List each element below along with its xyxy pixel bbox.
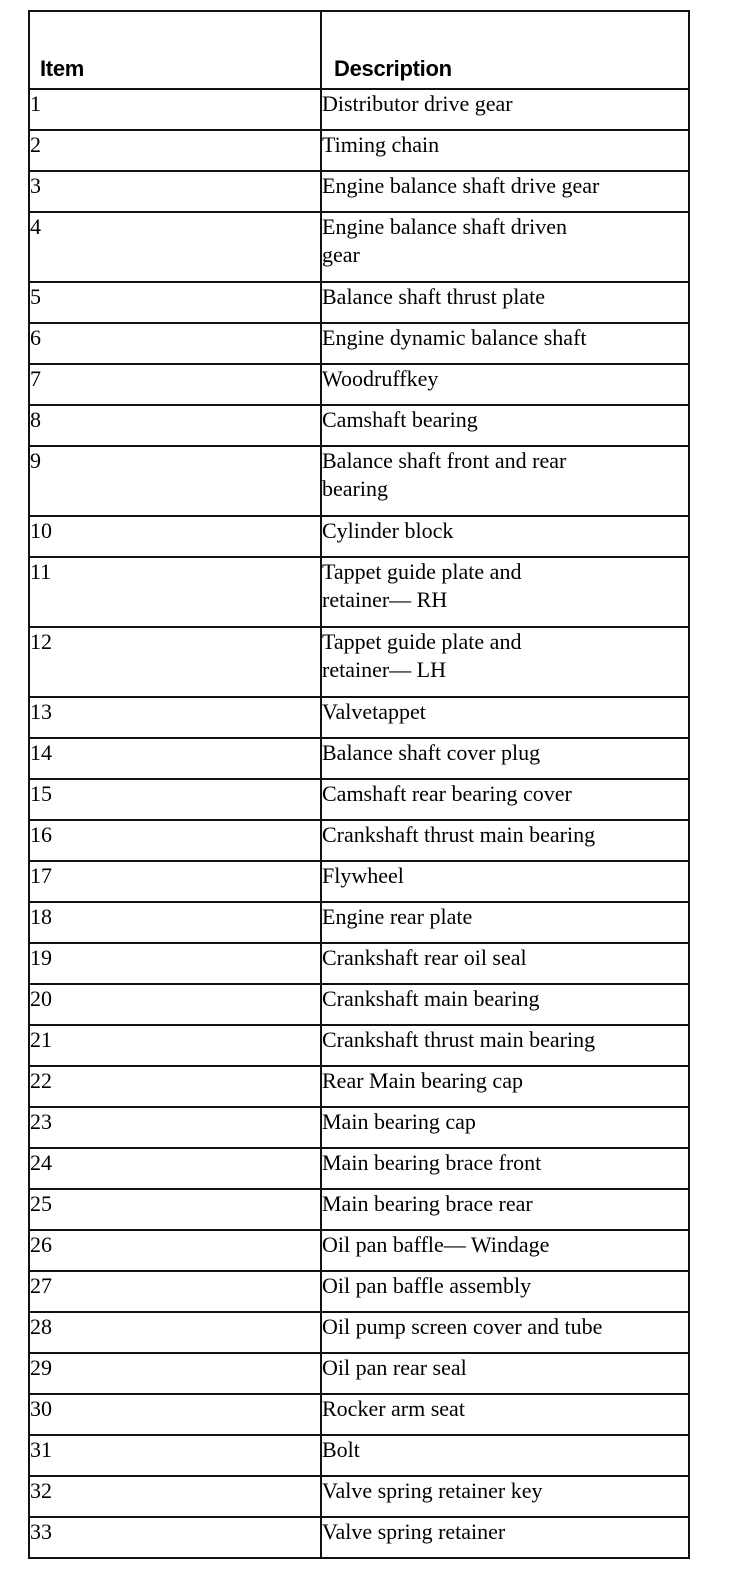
item-number-cell: 21 (29, 1025, 321, 1066)
description-cell (321, 1230, 689, 1271)
description-line: Tappet guide plate and (322, 559, 522, 584)
description-cell (321, 516, 689, 557)
table-row (29, 171, 689, 212)
description-cell (321, 697, 689, 738)
description-cell (321, 171, 689, 212)
parts-table-sheet (28, 10, 688, 1560)
table-row (29, 697, 689, 738)
description-line: Woodruffkey (322, 366, 439, 391)
description-line: Balance shaft thrust plate (322, 284, 545, 309)
table-row (29, 943, 689, 984)
item-number-cell: 16 (29, 820, 321, 861)
description-cell (321, 984, 689, 1025)
item-number-cell: 6 (29, 323, 321, 364)
description-cell (321, 1025, 689, 1066)
table-row (29, 902, 689, 943)
description-line: Oil pan rear seal (322, 1355, 467, 1380)
table-row (29, 446, 689, 516)
description-cell (321, 1189, 689, 1230)
description-cell (321, 738, 689, 779)
description-line: Balance shaft front and rear (322, 448, 567, 473)
table-row (29, 1148, 689, 1189)
description-cell (321, 1148, 689, 1189)
description-line: Bolt (322, 1437, 360, 1462)
table-row (29, 1517, 689, 1558)
description-line: Camshaft rear bearing cover (322, 781, 572, 806)
table-row (29, 405, 689, 446)
item-number-cell: 27 (29, 1271, 321, 1312)
table-row (29, 627, 689, 697)
description-cell (321, 820, 689, 861)
table-row (29, 212, 689, 282)
description-line: Valve spring retainer key (322, 1478, 543, 1503)
description-cell (321, 212, 689, 282)
item-number-cell: 19 (29, 943, 321, 984)
item-number-cell: 3 (29, 171, 321, 212)
description-line: Rear Main bearing cap (322, 1068, 523, 1093)
table-row (29, 323, 689, 364)
description-cell (321, 779, 689, 820)
description-line: Main bearing brace rear (322, 1191, 533, 1216)
table-row (29, 364, 689, 405)
description-cell (321, 89, 689, 130)
description-cell (321, 130, 689, 171)
description-line: Oil pan baffle assembly (322, 1273, 532, 1298)
description-line: Oil pan baffle— Windage (322, 1232, 550, 1257)
description-line: Flywheel (322, 863, 404, 888)
table-header (29, 11, 689, 89)
description-line: Main bearing cap (322, 1109, 476, 1134)
table-row (29, 1025, 689, 1066)
description-line: Engine balance shaft driven (322, 214, 567, 239)
table-row (29, 1230, 689, 1271)
description-cell (321, 1394, 689, 1435)
item-number-cell: 7 (29, 364, 321, 405)
table-row (29, 738, 689, 779)
description-cell (321, 1517, 689, 1558)
description-line: Engine dynamic balance shaft (322, 325, 587, 350)
description-cell (321, 282, 689, 323)
table-row (29, 282, 689, 323)
description-line: Valvetappet (322, 699, 426, 724)
description-cell (321, 861, 689, 902)
item-number-cell: 30 (29, 1394, 321, 1435)
table-row (29, 557, 689, 627)
table-row (29, 130, 689, 171)
description-line: Engine rear plate (322, 904, 473, 929)
item-number-cell: 22 (29, 1066, 321, 1107)
item-number-cell: 13 (29, 697, 321, 738)
table-row (29, 1107, 689, 1148)
item-number-cell: 23 (29, 1107, 321, 1148)
table-row (29, 89, 689, 130)
table-row (29, 984, 689, 1025)
table-row (29, 1066, 689, 1107)
table-row (29, 1476, 689, 1517)
item-number-cell: 32 (29, 1476, 321, 1517)
description-line: Rocker arm seat (322, 1396, 465, 1421)
description-line: Valve spring retainer (322, 1519, 506, 1544)
table-row (29, 516, 689, 557)
parts-table (28, 10, 690, 1559)
item-number-cell: 15 (29, 779, 321, 820)
description-line: Main bearing brace front (322, 1150, 542, 1175)
item-number-cell: 9 (29, 446, 321, 516)
item-number-cell: 33 (29, 1517, 321, 1558)
description-cell (321, 323, 689, 364)
item-number-cell: 31 (29, 1435, 321, 1476)
header-row (29, 11, 689, 89)
description-cell (321, 1271, 689, 1312)
item-number-cell: 17 (29, 861, 321, 902)
description-line: Engine balance shaft drive gear (322, 173, 600, 198)
item-number-cell: 5 (29, 282, 321, 323)
table-row (29, 1189, 689, 1230)
description-line: retainer— RH (322, 587, 448, 612)
item-number-cell: 18 (29, 902, 321, 943)
description-cell (321, 627, 689, 697)
description-cell (321, 902, 689, 943)
table-row (29, 779, 689, 820)
table-row (29, 1312, 689, 1353)
description-line: gear (322, 242, 360, 267)
description-line: Balance shaft cover plug (322, 740, 541, 765)
item-number-cell: 4 (29, 212, 321, 282)
item-column-header: Item (29, 11, 321, 89)
table-body (29, 89, 689, 1558)
description-line: Camshaft bearing (322, 407, 478, 432)
description-line: Crankshaft thrust main bearing (322, 822, 596, 847)
table-row (29, 820, 689, 861)
description-line: Distributor drive gear (322, 91, 513, 116)
description-line: retainer— LH (322, 657, 446, 682)
description-cell (321, 1435, 689, 1476)
table-row (29, 1435, 689, 1476)
description-cell (321, 557, 689, 627)
description-line: Oil pump screen cover and tube (322, 1314, 603, 1339)
description-line: Crankshaft rear oil seal (322, 945, 527, 970)
item-number-cell: 25 (29, 1189, 321, 1230)
description-cell (321, 1476, 689, 1517)
item-number-cell: 8 (29, 405, 321, 446)
description-column-header: Description (321, 11, 689, 89)
item-number-cell: 28 (29, 1312, 321, 1353)
description-cell (321, 943, 689, 984)
description-cell (321, 405, 689, 446)
item-number-cell: 10 (29, 516, 321, 557)
description-line: Tappet guide plate and (322, 629, 522, 654)
description-line: Crankshaft main bearing (322, 986, 540, 1011)
description-cell (321, 1353, 689, 1394)
description-cell (321, 446, 689, 516)
item-number-cell: 26 (29, 1230, 321, 1271)
item-number-cell: 20 (29, 984, 321, 1025)
table-row (29, 1271, 689, 1312)
item-number-cell: 12 (29, 627, 321, 697)
item-number-cell: 11 (29, 557, 321, 627)
item-number-cell: 1 (29, 89, 321, 130)
description-line: Cylinder block (322, 518, 454, 543)
table-row (29, 861, 689, 902)
table-row (29, 1394, 689, 1435)
item-number-cell: 2 (29, 130, 321, 171)
table-row (29, 1353, 689, 1394)
item-number-cell: 29 (29, 1353, 321, 1394)
description-cell (321, 1107, 689, 1148)
description-line: Crankshaft thrust main bearing (322, 1027, 596, 1052)
description-cell (321, 1312, 689, 1353)
description-line: Timing chain (322, 132, 440, 157)
description-cell (321, 364, 689, 405)
item-number-cell: 24 (29, 1148, 321, 1189)
description-cell (321, 1066, 689, 1107)
item-number-cell: 14 (29, 738, 321, 779)
description-line: bearing (322, 476, 388, 501)
